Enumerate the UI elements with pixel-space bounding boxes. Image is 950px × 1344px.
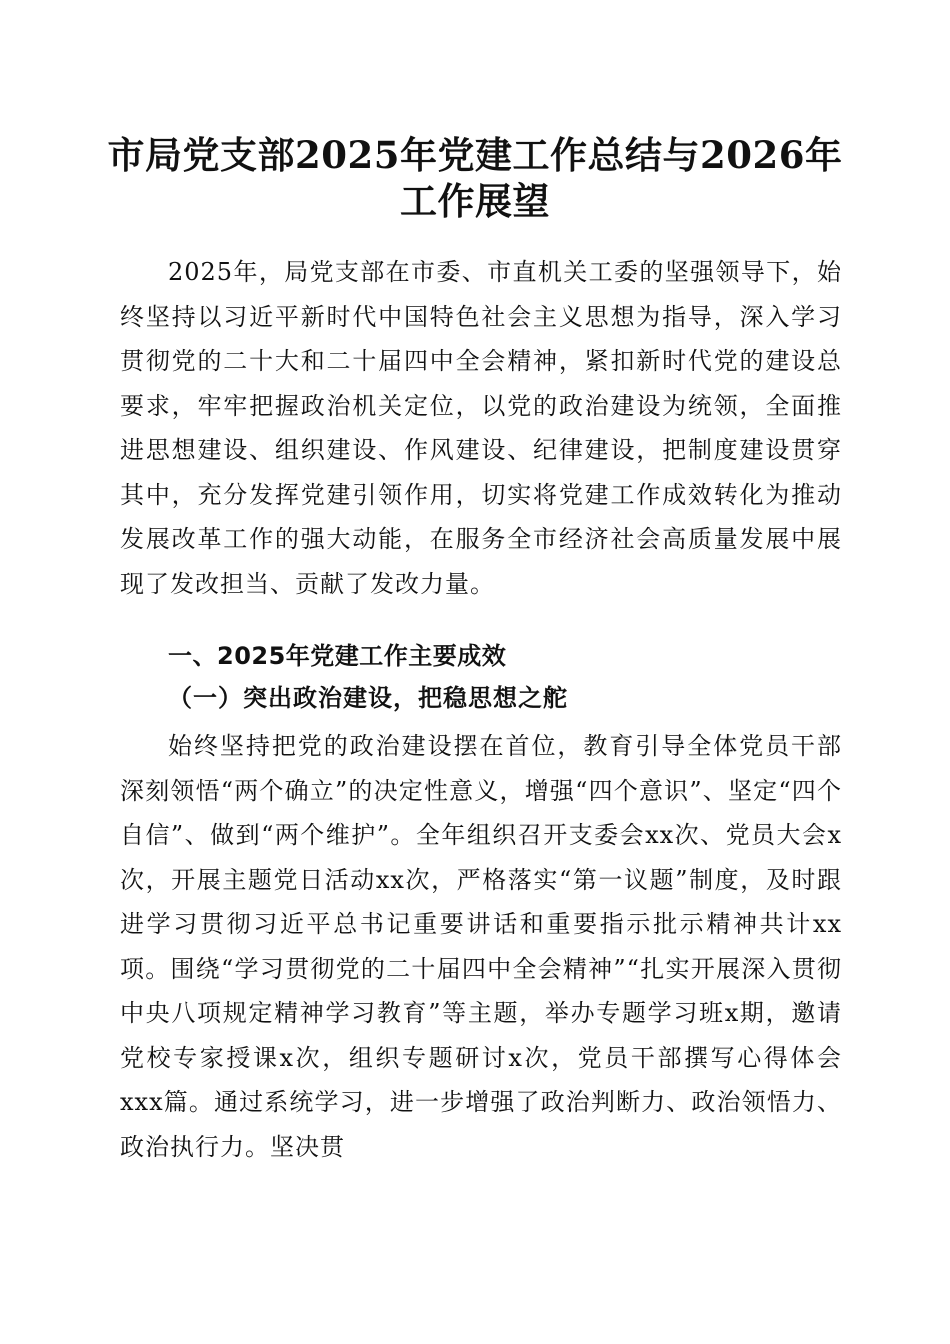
section-heading: 一、2025年党建工作主要成效 [168, 642, 507, 670]
subsection-heading: （一）突出政治建设，把稳思想之舵 [168, 683, 568, 712]
intro-paragraph: 2025年，局党支部在市委、市直机关工委的坚强领导下，始终坚持以习近平新时代中国特色社会主义思想为指导，深入学习贯彻党的二十大和二十届四中全会精神，紧扣新时代党的建设总要求，牢牢把握政治机关定位，以党的政治建设为统领，全面推进思想建设、组织建设、作风建设、纪律建设，把制度建设贯穿其中，充分发挥党建引领作用，切实将党建工作成效转化为推动发展改革工作的强大动能，在服务全市经济社会高质量发展中展现了发改担当、贡献了发改力量。 [120, 258, 842, 598]
subsection-paragraph: 始终坚持把党的政治建设摆在首位，教育引导全体党员干部深刻领悟“两个确立”的决定性意义，增强“四个意识”、坚定“四个自信”、做到“两个维护”。全年组织召开支委会xx次、党员大会x次，开展主题党日活动xx次，严格落实“第一议题”制度，及时跟进学习贯彻习近平总书记重要讲话和重要指示批示精神共计xx项。围绕“学习贯彻党的二十届四中全会精神”“扎实开展深入贯彻中央八项规定精神学习教育”等主题，举办专题学习班x期，邀请党校专家授课x次，组织专题研讨x次，党员干部撰写心得体会xxx篇。通过系统学习，进一步增强了政治判断力、政治领悟力、政治执行力。坚决贯 [120, 732, 842, 1161]
document-title: 市局党支部2025年党建工作总结与2026年工作展望 [107, 133, 843, 223]
